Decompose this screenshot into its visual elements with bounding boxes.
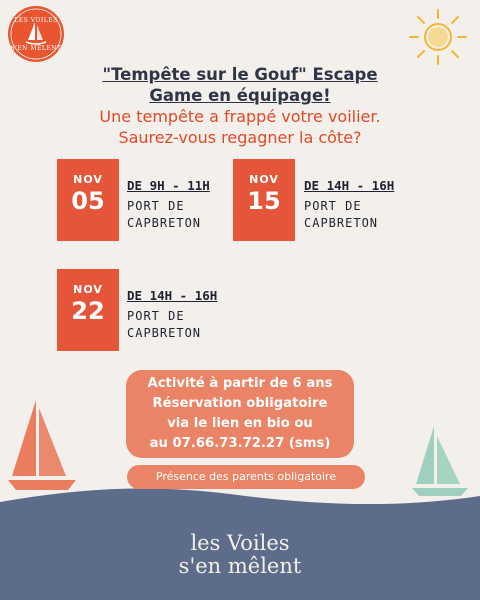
subtitle-line-2: Saurez-vous regagner la côte? (118, 128, 362, 147)
date-info-1 (127, 178, 210, 232)
date-place-line-1: PORT DE (304, 199, 362, 213)
info-line-2: Réservation obligatoire (152, 396, 328, 411)
sailboat-icon (8, 396, 78, 498)
date-place (127, 308, 217, 342)
date-day: 15 (247, 187, 281, 215)
date-month: NOV (249, 173, 279, 186)
parents-notice: Présence des parents obligatoire (127, 465, 365, 489)
date-info-3 (127, 288, 217, 342)
logo-boat-icon (8, 6, 64, 62)
date-time: DE 14H - 16H (127, 288, 218, 303)
date-month: NOV (73, 173, 103, 186)
brand-line-1: les Voiles (190, 531, 290, 555)
date-info-2 (304, 178, 394, 232)
brand-line-2: s'en mêlent (178, 554, 302, 578)
date-day: 05 (71, 187, 105, 215)
date-place (304, 198, 394, 232)
date-month: NOV (73, 283, 103, 296)
date-place-line-2: CAPBRETON (127, 216, 202, 230)
subtitle-line-1: Une tempête a frappé votre voilier. (99, 107, 381, 126)
date-place (127, 198, 210, 232)
sun-icon (404, 6, 472, 68)
logo-bottom-text: S'EN MÊLENT (10, 45, 62, 52)
event-subtitle (0, 106, 480, 148)
date-day: 22 (71, 297, 105, 325)
sailboat-icon (412, 422, 470, 504)
info-line-3: via le lien en bio ou (167, 416, 313, 431)
info-line-4: au 07.66.73.72.27 (sms) (149, 436, 331, 451)
date-place-line-2: CAPBRETON (304, 216, 379, 230)
date-time: DE 9H - 11H (127, 178, 210, 193)
date-badge-2 (233, 159, 295, 241)
info-line-1: Activité à partir de 6 ans (147, 376, 333, 391)
date-place-line-2: CAPBRETON (127, 326, 202, 340)
info-box (126, 370, 354, 458)
date-badge-3 (57, 269, 119, 351)
date-place-line-1: PORT DE (127, 309, 185, 323)
brand-wordmark (0, 532, 480, 578)
title-line-1: "Tempête sur le Gouf" Escape (102, 65, 378, 84)
brand-logo (8, 6, 64, 62)
event-title (0, 64, 480, 106)
date-time: DE 14H - 16H (304, 178, 395, 193)
date-place-line-1: PORT DE (127, 199, 185, 213)
title-line-2: Game en équipage! (149, 86, 331, 105)
date-badge-1 (57, 159, 119, 241)
logo-top-text: LES VOILES (14, 17, 58, 24)
